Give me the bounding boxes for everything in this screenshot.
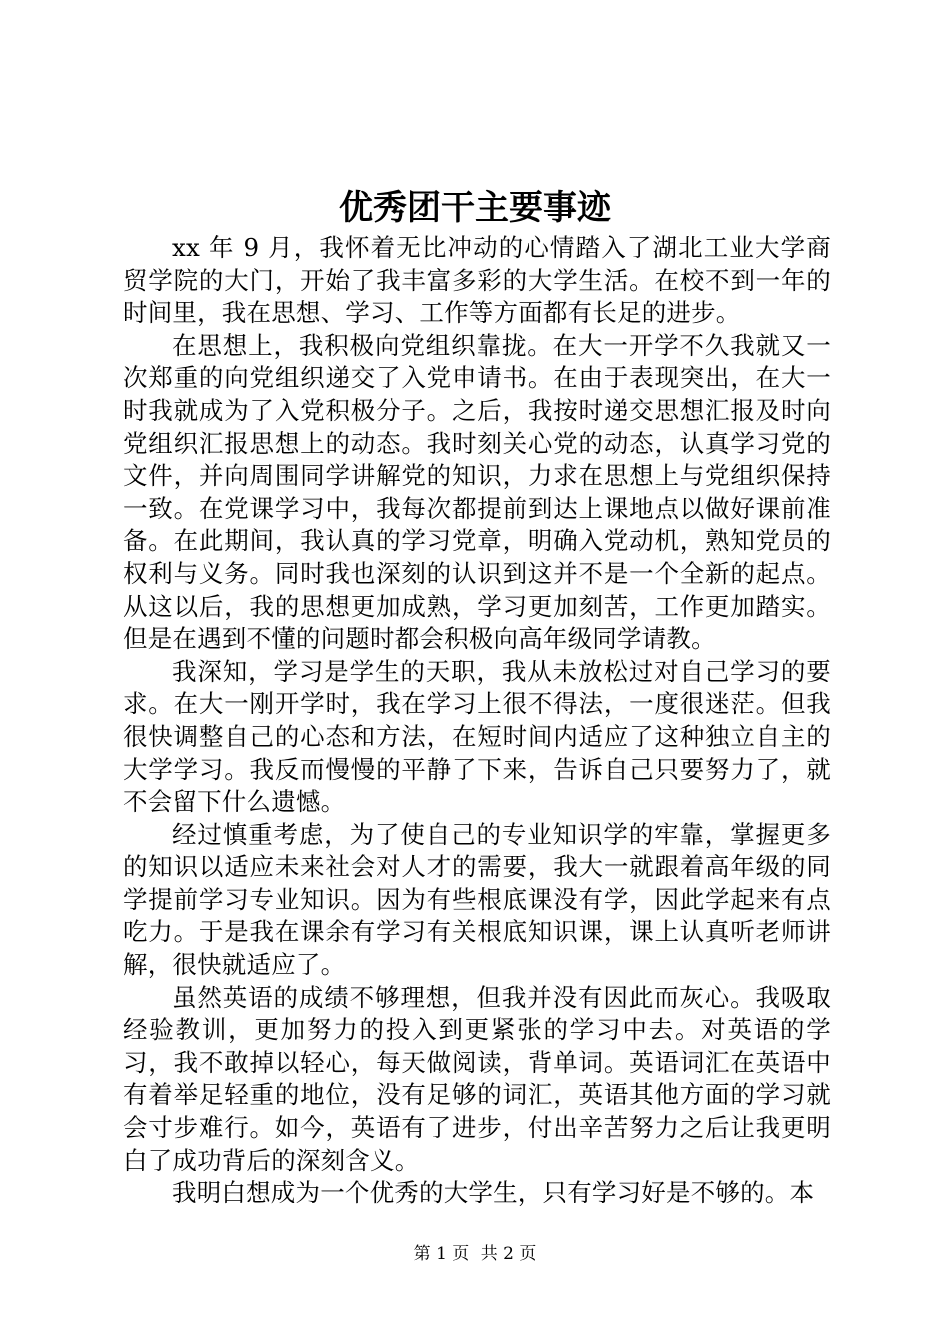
document-title: 优秀团干主要事迹 [339, 188, 611, 228]
paragraph: 虽然英语的成绩不够理想，但我并没有因此而灰心。我吸取经验教训，更加努力的投入到更紧张的学习中去。对英语的学习，我不敢掉以轻心，每天做阅读，背单词。英语词汇在英语中有着举足轻重的地位，没有足够的词汇，英语其他方面的学习就会寸步难行。如今，英语有了进步，付出辛苦努力之后让我更明白了成功背后的深刻含义。 [123, 982, 831, 1175]
document-body [123, 232, 831, 1210]
paragraph: 我深知，学习是学生的天职，我从未放松过对自己学习的要求。在大一刚开学时，我在学习上很不得法，一度很迷茫。但我很快调整自己的心态和方法，在短时间内适应了这种独立自主的大学学习。我反而慢慢的平静了下来，告诉自己只要努力了，就不会留下什么遗憾。 [123, 656, 831, 817]
paragraph: 在思想上，我积极向党组织靠拢。在大一开学不久我就又一次郑重的向党组织递交了入党申请书。在由于表现突出，在大一时我就成为了入党积极分子。之后，我按时递交思想汇报及时向党组织汇报思想上的动态。我时刻关心党的动态，认真学习党的文件，并向周围同学讲解党的知识，力求在思想上与党组织保持一致。在党课学习中，我每次都提前到达上课地点以做好课前准备。在此期间，我认真的学习党章，明确入党动机，熟知党员的权利与义务。同时我也深刻的认识到这并不是一个全新的起点。从这以后，我的思想更加成熟，学习更加刻苦，工作更加踏实。但是在遇到不懂的问题时都会积极向高年级同学请教。 [123, 330, 831, 654]
paragraph: 我明白想成为一个优秀的大学生，只有学习好是不够的。本 [172, 1178, 815, 1208]
paragraph: 经过慎重考虑，为了使自己的专业知识学的牢靠，掌握更多的知识以适应未来社会对人才的需要，我大一就跟着高年级的同学提前学习专业知识。因为有些根底课没有学，因此学起来有点吃力。于是我在课余有学习有关根底知识课，课上认真听老师讲解，很快就适应了。 [123, 819, 831, 980]
paragraph: xx 年 9 月，我怀着无比冲动的心情踏入了湖北工业大学商贸学院的大门，开始了我丰富多彩的大学生活。在校不到一年的时间里，我在思想、学习、工作等方面都有长足的进步。 [123, 233, 831, 328]
page-number: 第 1 页 [413, 1244, 470, 1264]
page-footer [0, 1242, 950, 1266]
page-total: 共 2 页 [480, 1244, 537, 1264]
